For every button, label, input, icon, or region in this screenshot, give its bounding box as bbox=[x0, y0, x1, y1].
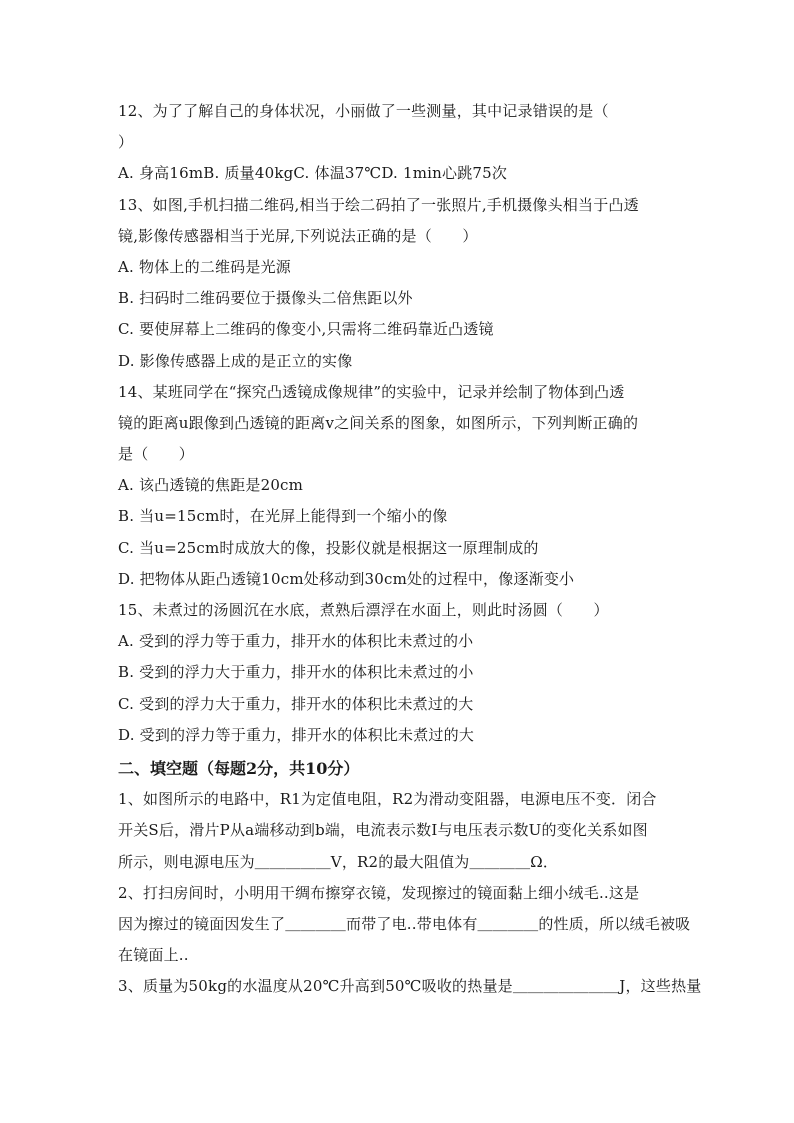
fill-3-text: 3、质量为50kg的水温度从20℃升高到50℃吸收的热量是＿＿＿＿＿＿＿J，这些热量 bbox=[118, 977, 702, 996]
question-14-option-b: B. 当u=15cm时，在光屏上能得到一个缩小的像 bbox=[118, 507, 448, 526]
question-15-text: 15、未煮过的汤圆沉在水底，煮熟后漂浮在水面上，则此时汤圆（ ） bbox=[118, 601, 609, 619]
question-14-option-c: C. 当u=25cm时成放大的像，投影仪就是根据这一原理制成的 bbox=[118, 538, 539, 557]
question-13-option-b: B. 扫码时二维码要位于摄像头二倍焦距以外 bbox=[118, 289, 413, 308]
question-15-option-c: C. 受到的浮力大于重力，排开水的体积比未煮过的大 bbox=[118, 694, 474, 713]
fill-1-text: 1、如图所示的电路中，R1为定值电阻，R2为滑动变阻器，电源电压不变．闭合 bbox=[118, 790, 657, 809]
question-13-option-d: D. 影像传感器上成的是正立的实像 bbox=[118, 351, 353, 370]
question-13-option-a: A. 物体上的二维码是光源 bbox=[118, 257, 291, 276]
question-13-text: 13、如图,手机扫描二维码,相当于绘二码拍了一张照片,手机摄像头相当于凸透 bbox=[118, 195, 639, 214]
question-14-text-cont: 镜的距离u跟像到凸透镜的距离v之间关系的图象，如图所示，下列判断正确的 bbox=[118, 413, 639, 432]
question-14-text: 14、某班同学在“探究凸透镜成像规律”的实验中，记录并绘制了物体到凸透 bbox=[118, 382, 625, 401]
fill-1-text-end: 所示，则电源电压为＿＿＿＿＿V，R2的最大阻值为＿＿＿＿Ω． bbox=[118, 852, 559, 871]
question-14-text-end: 是（ ） bbox=[118, 445, 195, 464]
question-13-text-cont: 镜,影像传感器相当于光屏,下列说法正确的是（ ） bbox=[118, 226, 478, 245]
question-15-option-d: D. 受到的浮力等于重力，排开水的体积比未煮过的大 bbox=[118, 725, 475, 744]
fill-2-text-end: 在镜面上.. bbox=[118, 946, 189, 965]
question-12-text: 12、为了了解自己的身体状况，小丽做了一些测量，其中记录错误的是（ bbox=[118, 102, 609, 120]
document-page bbox=[118, 96, 702, 1002]
question-15-option-a: A. 受到的浮力等于重力，排开水的体积比未煮过的小 bbox=[118, 632, 474, 651]
fill-1-text-cont: 开关S后，滑片P从a端移动到b端，电流表示数I与电压表示数U的变化关系如图 bbox=[118, 821, 648, 840]
question-15-option-b: B. 受到的浮力大于重力，排开水的体积比未煮过的小 bbox=[118, 663, 474, 682]
fill-2-text: 2、打扫房间时，小明用干绸布擦穿衣镜，发现擦过的镜面黏上细小绒毛..这是 bbox=[118, 883, 640, 902]
question-14-option-a: A. 该凸透镜的焦距是20cm bbox=[118, 476, 304, 495]
question-12-options: A. 身高16mB. 质量40kgC. 体温37℃D. 1min心跳75次 bbox=[118, 164, 508, 183]
section-title-fill-in: 二、填空题（每题2分，共10分） bbox=[118, 758, 360, 778]
question-13-option-c: C. 要使屏幕上二维码的像变小,只需将二维码靠近凸透镜 bbox=[118, 320, 494, 339]
question-14-option-d: D. 把物体从距凸透镜10cm处移动到30cm处的过程中，像逐渐变小 bbox=[118, 569, 575, 588]
question-12-text-cont: ） bbox=[118, 133, 134, 152]
fill-2-text-cont: 因为擦过的镜面因发生了＿＿＿＿而带了电..带电体有＿＿＿＿的性质，所以绒毛被吸 bbox=[118, 914, 691, 933]
